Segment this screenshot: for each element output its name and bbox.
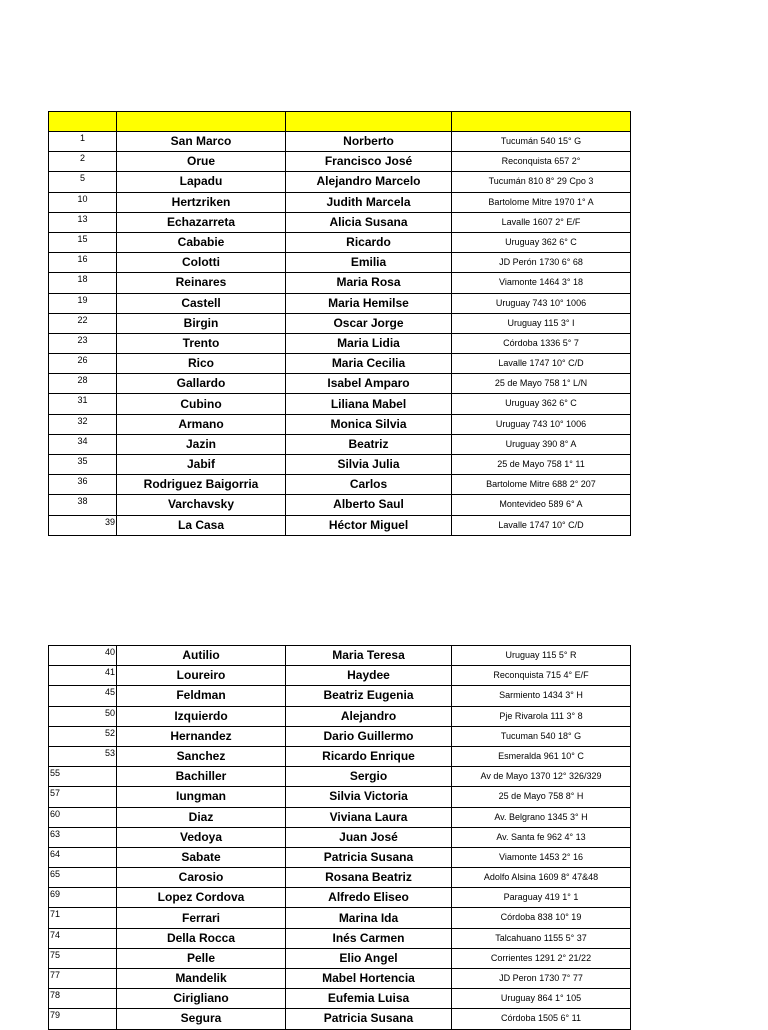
- last-name-cell: Hertzriken: [117, 192, 286, 212]
- first-name-cell: Ricardo: [286, 232, 452, 252]
- table-row: [49, 495, 631, 515]
- first-name-cell: Maria Lidia: [286, 333, 452, 353]
- member-number-cell: 1: [49, 132, 117, 152]
- last-name-cell: Autilio: [117, 646, 286, 666]
- first-name-cell: Isabel Amparo: [286, 374, 452, 394]
- table-row: [49, 132, 631, 152]
- table-row: [49, 726, 631, 746]
- member-number-cell: 2: [49, 152, 117, 172]
- address-cell: Tucumán 810 8° 29 Cpo 3: [452, 172, 631, 192]
- first-name-cell: Silvia Victoria: [286, 787, 452, 807]
- table-row: [49, 948, 631, 968]
- last-name-cell: Pelle: [117, 948, 286, 968]
- last-name-cell: Gallardo: [117, 374, 286, 394]
- last-name-cell: Trento: [117, 333, 286, 353]
- members-table-2: [48, 645, 631, 1030]
- member-number-cell: 60: [49, 807, 117, 827]
- first-name-cell: Oscar Jorge: [286, 313, 452, 333]
- first-name-cell: Dario Guillermo: [286, 726, 452, 746]
- member-number-cell: 32: [49, 414, 117, 434]
- member-number-cell: 71: [49, 908, 117, 928]
- address-cell: 25 de Mayo 758 8° H: [452, 787, 631, 807]
- table-row: [49, 354, 631, 374]
- table-row: [49, 232, 631, 252]
- member-number-cell: 64: [49, 847, 117, 867]
- table-row: [49, 706, 631, 726]
- first-name-cell: Emilia: [286, 253, 452, 273]
- first-name-cell: Elio Angel: [286, 948, 452, 968]
- member-number-cell: 65: [49, 868, 117, 888]
- last-name-cell: Sanchez: [117, 746, 286, 766]
- member-number-cell: 75: [49, 948, 117, 968]
- member-number-cell: 15: [49, 232, 117, 252]
- first-name-cell: Alejandro Marcelo: [286, 172, 452, 192]
- member-number-cell: 79: [49, 1009, 117, 1029]
- last-name-cell: Cirigliano: [117, 989, 286, 1009]
- address-cell: Paraguay 419 1° 1: [452, 888, 631, 908]
- table-row: [49, 746, 631, 766]
- address-cell: Lavalle 1747 10° C/D: [452, 354, 631, 374]
- table-row: [49, 969, 631, 989]
- member-number-cell: 45: [49, 686, 117, 706]
- address-cell: Córdoba 838 10° 19: [452, 908, 631, 928]
- address-cell: Tucumán 540 15° G: [452, 132, 631, 152]
- member-number-cell: 78: [49, 989, 117, 1009]
- table-row: [49, 192, 631, 212]
- last-name-cell: Sabate: [117, 847, 286, 867]
- member-number-cell: 63: [49, 827, 117, 847]
- address-cell: Talcahuano 1155 5° 37: [452, 928, 631, 948]
- table-row: [49, 434, 631, 454]
- member-number-cell: 16: [49, 253, 117, 273]
- address-cell: Bartolome Mitre 688 2° 207: [452, 475, 631, 495]
- address-cell: Córdoba 1336 5° 7: [452, 333, 631, 353]
- header-cell-address: [452, 112, 631, 132]
- member-number-cell: 19: [49, 293, 117, 313]
- first-name-cell: Alberto Saul: [286, 495, 452, 515]
- table-row: [49, 666, 631, 686]
- first-name-cell: Maria Cecilia: [286, 354, 452, 374]
- member-number-cell: 36: [49, 475, 117, 495]
- first-name-cell: Beatriz: [286, 434, 452, 454]
- member-number-cell: 23: [49, 333, 117, 353]
- address-cell: Montevideo 589 6° A: [452, 495, 631, 515]
- address-cell: Córdoba 1505 6° 11: [452, 1009, 631, 1029]
- table-row: [49, 646, 631, 666]
- first-name-cell: Monica Silvia: [286, 414, 452, 434]
- address-cell: Lavalle 1747 10° C/D: [452, 515, 631, 535]
- table-row: [49, 767, 631, 787]
- first-name-cell: Alfredo Eliseo: [286, 888, 452, 908]
- member-number-cell: 69: [49, 888, 117, 908]
- table-row: [49, 455, 631, 475]
- member-number-cell: 77: [49, 969, 117, 989]
- last-name-cell: Cubino: [117, 394, 286, 414]
- address-cell: JD Perón 1730 6° 68: [452, 253, 631, 273]
- address-cell: Uruguay 115 3° I: [452, 313, 631, 333]
- first-name-cell: Viviana Laura: [286, 807, 452, 827]
- first-name-cell: Silvia Julia: [286, 455, 452, 475]
- last-name-cell: Diaz: [117, 807, 286, 827]
- table-row: [49, 414, 631, 434]
- member-number-cell: 18: [49, 273, 117, 293]
- last-name-cell: Iungman: [117, 787, 286, 807]
- last-name-cell: Castell: [117, 293, 286, 313]
- table-row: [49, 212, 631, 232]
- address-cell: Av de Mayo 1370 12° 326/329: [452, 767, 631, 787]
- table-row: [49, 1009, 631, 1029]
- member-number-cell: 39: [49, 515, 117, 535]
- address-cell: Tucuman 540 18° G: [452, 726, 631, 746]
- last-name-cell: San Marco: [117, 132, 286, 152]
- table-row: [49, 989, 631, 1009]
- first-name-cell: Marina Ida: [286, 908, 452, 928]
- address-cell: Uruguay 362 6° C: [452, 232, 631, 252]
- first-name-cell: Maria Teresa: [286, 646, 452, 666]
- last-name-cell: Loureiro: [117, 666, 286, 686]
- last-name-cell: Izquierdo: [117, 706, 286, 726]
- last-name-cell: Mandelik: [117, 969, 286, 989]
- first-name-cell: Eufemia Luisa: [286, 989, 452, 1009]
- member-number-cell: 55: [49, 767, 117, 787]
- table-row: [49, 394, 631, 414]
- member-number-cell: 74: [49, 928, 117, 948]
- last-name-cell: Birgin: [117, 313, 286, 333]
- address-cell: Uruguay 115 5° R: [452, 646, 631, 666]
- address-cell: Bartolome Mitre 1970 1° A: [452, 192, 631, 212]
- member-number-cell: 41: [49, 666, 117, 686]
- table-row: [49, 313, 631, 333]
- first-name-cell: Maria Rosa: [286, 273, 452, 293]
- last-name-cell: Feldman: [117, 686, 286, 706]
- member-number-cell: 53: [49, 746, 117, 766]
- member-number-cell: 40: [49, 646, 117, 666]
- members-table-1: [48, 111, 631, 536]
- last-name-cell: Hernandez: [117, 726, 286, 746]
- table-row: [49, 475, 631, 495]
- last-name-cell: Jazin: [117, 434, 286, 454]
- first-name-cell: Mabel Hortencia: [286, 969, 452, 989]
- address-cell: Reconquista 715 4° E/F: [452, 666, 631, 686]
- member-number-cell: 10: [49, 192, 117, 212]
- table-row: [49, 888, 631, 908]
- table-row: [49, 928, 631, 948]
- member-number-cell: 26: [49, 354, 117, 374]
- table-row: [49, 807, 631, 827]
- table-row: [49, 273, 631, 293]
- last-name-cell: Jabif: [117, 455, 286, 475]
- address-cell: 25 de Mayo 758 1° 11: [452, 455, 631, 475]
- table-row: [49, 152, 631, 172]
- address-cell: Viamonte 1464 3° 18: [452, 273, 631, 293]
- address-cell: Uruguay 390 8° A: [452, 434, 631, 454]
- last-name-cell: Cababie: [117, 232, 286, 252]
- address-cell: Av. Belgrano 1345 3° H: [452, 807, 631, 827]
- last-name-cell: Vedoya: [117, 827, 286, 847]
- header-cell-number: [49, 112, 117, 132]
- address-cell: Pje Rivarola 111 3° 8: [452, 706, 631, 726]
- address-cell: Adolfo Alsina 1609 8° 47&48: [452, 868, 631, 888]
- member-number-cell: 31: [49, 394, 117, 414]
- last-name-cell: La Casa: [117, 515, 286, 535]
- table-row: [49, 908, 631, 928]
- table-row: [49, 686, 631, 706]
- header-cell-last-name: [117, 112, 286, 132]
- member-number-cell: 5: [49, 172, 117, 192]
- table-row: [49, 827, 631, 847]
- last-name-cell: Della Rocca: [117, 928, 286, 948]
- first-name-cell: Héctor Miguel: [286, 515, 452, 535]
- address-cell: Uruguay 864 1° 105: [452, 989, 631, 1009]
- last-name-cell: Lopez Cordova: [117, 888, 286, 908]
- member-number-cell: 34: [49, 434, 117, 454]
- first-name-cell: Inés Carmen: [286, 928, 452, 948]
- last-name-cell: Armano: [117, 414, 286, 434]
- member-number-cell: 52: [49, 726, 117, 746]
- header-row: [49, 112, 631, 132]
- member-number-cell: 50: [49, 706, 117, 726]
- first-name-cell: Alejandro: [286, 706, 452, 726]
- last-name-cell: Echazarreta: [117, 212, 286, 232]
- first-name-cell: Juan José: [286, 827, 452, 847]
- last-name-cell: Colotti: [117, 253, 286, 273]
- last-name-cell: Rico: [117, 354, 286, 374]
- last-name-cell: Carosio: [117, 868, 286, 888]
- address-cell: Sarmiento 1434 3° H: [452, 686, 631, 706]
- table-row: [49, 293, 631, 313]
- first-name-cell: Ricardo Enrique: [286, 746, 452, 766]
- address-cell: Uruguay 362 6° C: [452, 394, 631, 414]
- first-name-cell: Haydee: [286, 666, 452, 686]
- address-cell: Lavalle 1607 2° E/F: [452, 212, 631, 232]
- address-cell: Viamonte 1453 2° 16: [452, 847, 631, 867]
- first-name-cell: Judith Marcela: [286, 192, 452, 212]
- address-cell: Esmeralda 961 10° C: [452, 746, 631, 766]
- table-row: [49, 868, 631, 888]
- member-number-cell: 22: [49, 313, 117, 333]
- first-name-cell: Patricia Susana: [286, 1009, 452, 1029]
- first-name-cell: Patricia Susana: [286, 847, 452, 867]
- last-name-cell: Varchavsky: [117, 495, 286, 515]
- last-name-cell: Lapadu: [117, 172, 286, 192]
- first-name-cell: Carlos: [286, 475, 452, 495]
- member-number-cell: 57: [49, 787, 117, 807]
- first-name-cell: Beatriz Eugenia: [286, 686, 452, 706]
- address-cell: Reconquista 657 2°: [452, 152, 631, 172]
- table-row: [49, 172, 631, 192]
- last-name-cell: Orue: [117, 152, 286, 172]
- table-row: [49, 374, 631, 394]
- header-cell-first-name: [286, 112, 452, 132]
- first-name-cell: Liliana Mabel: [286, 394, 452, 414]
- first-name-cell: Alicia Susana: [286, 212, 452, 232]
- table-row: [49, 515, 631, 535]
- first-name-cell: Rosana Beatriz: [286, 868, 452, 888]
- last-name-cell: Reinares: [117, 273, 286, 293]
- member-number-cell: 35: [49, 455, 117, 475]
- table-row: [49, 333, 631, 353]
- address-cell: Uruguay 743 10° 1006: [452, 293, 631, 313]
- address-cell: Uruguay 743 10° 1006: [452, 414, 631, 434]
- table-row: [49, 253, 631, 273]
- first-name-cell: Norberto: [286, 132, 452, 152]
- member-number-cell: 28: [49, 374, 117, 394]
- table-row: [49, 847, 631, 867]
- first-name-cell: Francisco José: [286, 152, 452, 172]
- member-number-cell: 38: [49, 495, 117, 515]
- member-number-cell: 13: [49, 212, 117, 232]
- table-row: [49, 787, 631, 807]
- address-cell: Av. Santa fe 962 4° 13: [452, 827, 631, 847]
- first-name-cell: Maria Hemilse: [286, 293, 452, 313]
- last-name-cell: Bachiller: [117, 767, 286, 787]
- address-cell: 25 de Mayo 758 1° L/N: [452, 374, 631, 394]
- last-name-cell: Rodriguez Baigorria: [117, 475, 286, 495]
- address-cell: Corrientes 1291 2° 21/22: [452, 948, 631, 968]
- first-name-cell: Sergio: [286, 767, 452, 787]
- last-name-cell: Ferrari: [117, 908, 286, 928]
- last-name-cell: Segura: [117, 1009, 286, 1029]
- address-cell: JD Peron 1730 7° 77: [452, 969, 631, 989]
